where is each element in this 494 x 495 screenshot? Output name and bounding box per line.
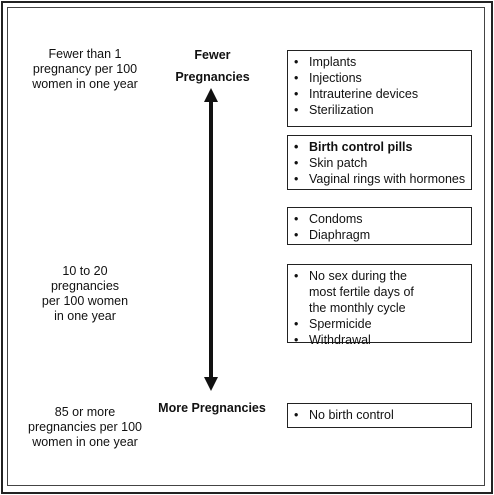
method-item bbox=[294, 102, 467, 118]
arrow-head-up bbox=[204, 88, 218, 102]
bullet-icon: • bbox=[294, 172, 299, 186]
bullet-icon: • bbox=[294, 228, 299, 242]
rate-middle-line-1: 10 to 20 bbox=[62, 264, 108, 278]
method-item bbox=[294, 171, 467, 187]
bullet-icon: • bbox=[294, 103, 299, 117]
method-item bbox=[294, 139, 467, 155]
rate-middle-line-3: per 100 women bbox=[41, 294, 129, 308]
method-item-text: Skin patch bbox=[309, 156, 368, 170]
method-list-4 bbox=[294, 268, 467, 348]
method-item-text: Spermicide bbox=[309, 317, 372, 331]
bullet-icon: • bbox=[294, 55, 299, 69]
fewer-label-line-1: Fewer bbox=[194, 48, 231, 62]
method-list-2 bbox=[294, 139, 467, 187]
method-item-text: Implants bbox=[309, 55, 357, 69]
method-item-text: Condoms bbox=[309, 212, 363, 226]
method-item bbox=[294, 211, 467, 227]
method-item-text: Intrauterine devices bbox=[309, 87, 419, 101]
method-item-text: Injections bbox=[309, 71, 362, 85]
method-list-5 bbox=[294, 407, 467, 423]
method-item bbox=[294, 155, 467, 171]
rate-top-line-2: pregnancy per 100 bbox=[32, 62, 138, 76]
bullet-icon: • bbox=[294, 269, 299, 283]
bullet-icon: • bbox=[294, 317, 299, 331]
method-list-3 bbox=[294, 211, 467, 243]
arrow-head-down bbox=[204, 377, 218, 391]
bullet-icon: • bbox=[294, 333, 299, 347]
method-box-4 bbox=[287, 264, 472, 347]
rate-bottom-line-2: pregnancies per 100 bbox=[28, 420, 142, 434]
method-box-3 bbox=[287, 207, 472, 245]
more-pregnancies-label: More Pregnancies bbox=[158, 401, 266, 415]
method-item bbox=[294, 86, 467, 102]
bullet-icon: • bbox=[294, 156, 299, 170]
method-item bbox=[294, 316, 467, 332]
method-list-1 bbox=[294, 54, 467, 118]
rate-middle-line-4: in one year bbox=[54, 309, 116, 323]
rate-top-line-3: women in one year bbox=[32, 77, 138, 91]
method-item-text: No sex during the most fertile days of the monthly cycle bbox=[309, 269, 414, 315]
rate-bottom-line-1: 85 or more bbox=[54, 405, 116, 419]
method-box-1 bbox=[287, 50, 472, 127]
method-item-text: Withdrawal bbox=[309, 333, 371, 347]
method-box-5 bbox=[287, 403, 472, 428]
fewer-label-line-2: Pregnancies bbox=[175, 70, 250, 84]
arrow-shaft bbox=[209, 100, 213, 380]
method-item-text: Birth control pills bbox=[309, 140, 413, 154]
method-item bbox=[294, 332, 467, 348]
method-box-2 bbox=[287, 135, 472, 190]
method-item-text: No birth control bbox=[309, 408, 394, 422]
bullet-icon: • bbox=[294, 408, 299, 422]
bullet-icon: • bbox=[294, 140, 299, 154]
method-item bbox=[294, 268, 467, 316]
rate-middle-line-2: pregnancies bbox=[50, 279, 120, 293]
bullet-icon: • bbox=[294, 71, 299, 85]
method-item-text: Sterilization bbox=[309, 103, 374, 117]
rate-top-line-1: Fewer than 1 bbox=[48, 47, 122, 61]
method-item-text: Diaphragm bbox=[309, 228, 371, 242]
method-item bbox=[294, 54, 467, 70]
method-item bbox=[294, 227, 467, 243]
bullet-icon: • bbox=[294, 87, 299, 101]
method-item bbox=[294, 70, 467, 86]
bullet-icon: • bbox=[294, 212, 299, 226]
method-item bbox=[294, 407, 467, 423]
method-item-text: Vaginal rings with hormones bbox=[309, 172, 466, 186]
rate-bottom-line-3: women in one year bbox=[32, 435, 138, 449]
